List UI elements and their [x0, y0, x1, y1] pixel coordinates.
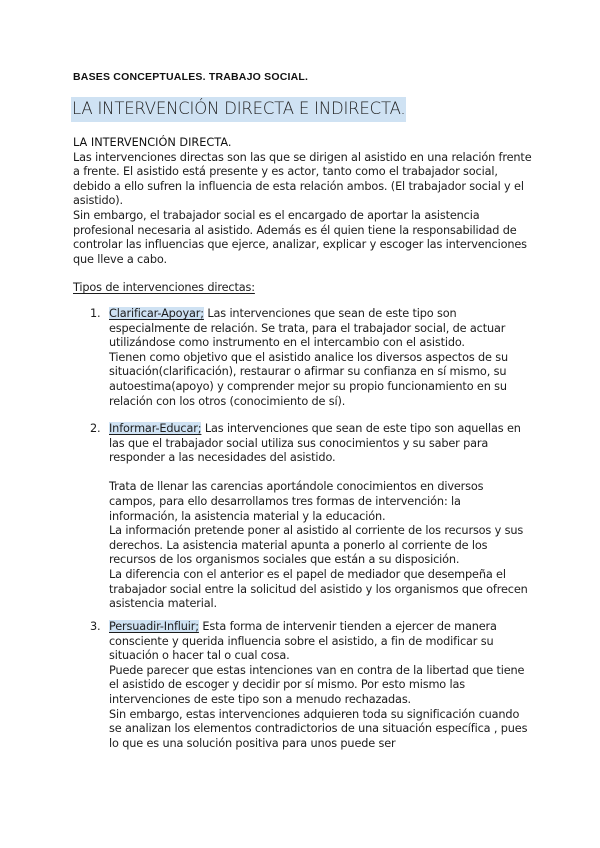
item-text: La información pretende poner al asistido al corriente de los recursos y sus derechos. La asistencia material apunta a ponerlo al corriente de los recursos de los organismos sociales que están a su disposición. [109, 524, 524, 567]
item-text: Las intervenciones que sean de este tipo son especialmente de relación. Se trata, para el trabajador social, de actuar utilizándose como instrumento en el intercambio con el asistido. [109, 307, 506, 350]
types-heading: Tipos de intervenciones directas: [73, 281, 255, 294]
list-item-number: 3. [90, 620, 101, 633]
list-item-content [109, 307, 529, 409]
intro-section [73, 136, 533, 267]
item-text: Las intervenciones que sean de este tipo son aquellas en las que el trabajador social utiliza sus conocimientos y su saber para responder a las necesidades del asistido. [109, 422, 521, 465]
item-text: Esta forma de intervenir tienden a ejercer de manera consciente y querida influencia sobre el asistido, a fin de modificar su situación o hacer tal o cual cosa. [109, 620, 497, 663]
intro-paragraph: Sin embargo, el trabajador social es el encargado de aportar la asistencia profesional necesaria al asistido. Además es él quien tiene la responsabilidad de controlar las influencias que ejerce, analizar, explicar y escoger las intervenciones que lleve a cabo. [73, 208, 527, 266]
item-text: Trata de llenar las carencias aportándole conocimientos en diversos campos, para ello desarrollamos tres formas de intervención: la información, la asistencia material y la educación. [109, 480, 484, 523]
item-text: Puede parecer que estas intenciones van en contra de la libertad que tiene el asistido de escoger y decidir por sí mismo. Por esto mismo las intervenciones de este tipo son a menudo rechazadas. [109, 663, 525, 706]
highlighted-term: Informar-Educar; [109, 422, 202, 435]
list-item-content [109, 620, 529, 751]
page-title: LA INTERVENCIÓN DIRECTA E INDIRECTA. [71, 97, 406, 122]
intro-paragraph: Las intervenciones directas son las que se dirigen al asistido en una relación frente a frente. El asistido está presente y es actor, tanto como el trabajador social, debido a ello sufren la influencia de esta relación ambos. (El trabajador social y el asistido). [73, 150, 532, 208]
list-item-number: 1. [90, 307, 101, 320]
list-item-number: 2. [90, 422, 101, 435]
item-text: La diferencia con el anterior es el papel de mediador que desempeña el trabajador social entre la solicitud del asistido y los organismos que ofrecen asistencia material. [109, 567, 528, 611]
item-text: Tienen como objetivo que el asistido analice los diversos aspectos de su situación(clarificación), restaurar o afirmar su confianza en sí mismo, su autoestima(apoyo) y comprender mejor su propio funcionamiento en su relación con los otros (conocimiento de sí). [109, 350, 509, 408]
list-item-content [109, 422, 529, 612]
document-kicker: BASES CONCEPTUALES. TRABAJO SOCIAL. [73, 71, 309, 83]
highlighted-term: Clarificar-Apoyar; [109, 307, 204, 320]
section-subtitle: LA INTERVENCIÓN DIRECTA. [73, 136, 232, 149]
highlighted-term: Persuadir-Influir; [109, 620, 199, 633]
item-text: Sin embargo, estas intervenciones adquieren toda su significación cuando se analizan los elementos contradictorios de una situación específica , pues lo que es una solución positiva para unos puede ser [109, 707, 528, 750]
